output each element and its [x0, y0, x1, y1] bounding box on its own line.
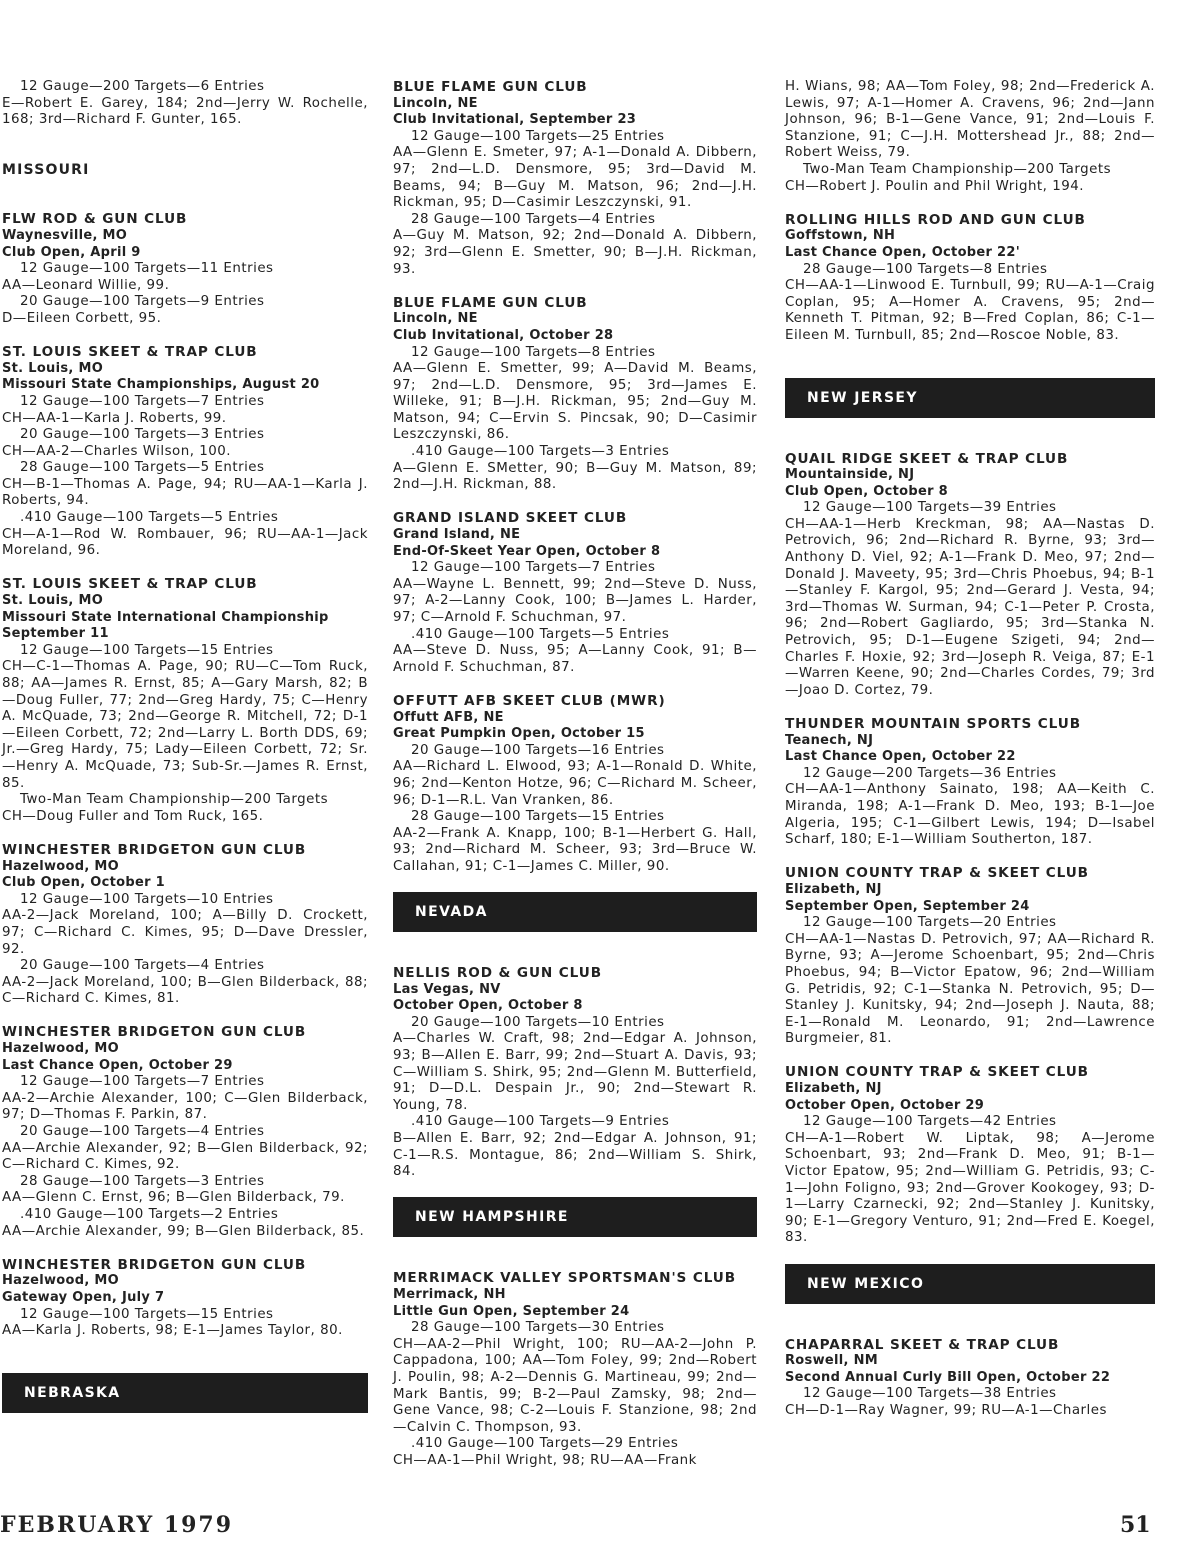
state-banner: NEVADA [393, 892, 757, 932]
spacer [393, 932, 757, 965]
event-line: 12 Gauge—100 Targets—39 Entries [803, 500, 1057, 516]
event-detail: Missouri State International Championship September 11 [2, 609, 329, 642]
spacer [393, 1237, 757, 1270]
club-name: BLUE FLAME GUN CLUB [393, 79, 588, 95]
results-text: AA-2—Archie Alexander, 100; C—Glen Bilderback, 97; D—Thomas F. Parkin, 87. [2, 1090, 368, 1123]
results-text: AA—Leonard Willie, 99. [2, 277, 170, 293]
spacer [785, 699, 1155, 716]
event-detail: Second Annual Curly Bill Open, October 22 [785, 1369, 1111, 1385]
event-line: 28 Gauge—100 Targets—30 Entries [411, 1320, 665, 1336]
results-text: CH—AA-2—Charles Wilson, 100. [2, 443, 232, 459]
spacer [785, 1048, 1155, 1065]
event-detail: Club Invitational, September 23 [393, 112, 637, 128]
state-banner: NEW MEXICO [785, 1264, 1155, 1304]
column-1 [2, 79, 368, 1413]
spacer [2, 560, 368, 577]
results-text: CH—Robert J. Poulin and Phil Wright, 194. [785, 178, 1085, 194]
event-detail: Las Vegas, NV [393, 981, 501, 997]
issue-date: FEBRUARY 1979 [0, 1512, 234, 1538]
column-3 [785, 79, 1155, 1420]
results-text: AA—Glenn C. Ernst, 96; B—Glen Bilderback, 79. [2, 1190, 345, 1206]
spacer [785, 195, 1155, 212]
event-detail: Club Open, October 1 [2, 875, 165, 891]
event-line: .410 Gauge—100 Targets—9 Entries [411, 1114, 670, 1130]
results-text: CH—AA-2—Phil Wright, 100; RU—AA-2—John P. Cappadona, 100; AA—Tom Foley, 99; 2nd—Robert J. Poulin, 98; A-2—Dennis G. Martineau, 99; 2nd—Mark Bantis, 99; B-2—Paul Zamsky, 98; 2nd—Gene Vance, 98; C-2—Louis F. Stanzione, 98; 2nd—Calvin C. Thompson, 93. [393, 1336, 757, 1435]
spacer [2, 328, 368, 345]
club-name: WINCHESTER BRIDGETON GUN CLUB [2, 841, 307, 858]
event-detail: October Open, October 8 [393, 998, 583, 1014]
column-2 [393, 79, 757, 1470]
event-line: .410 Gauge—100 Targets—3 Entries [411, 444, 670, 460]
event-line: .410 Gauge—100 Targets—5 Entries [411, 626, 670, 642]
event-line: 12 Gauge—100 Targets—7 Entries [20, 1074, 265, 1090]
club-name: QUAIL RIDGE SKEET & TRAP CLUB [785, 450, 1069, 467]
event-detail: Hazelwood, MO [2, 1041, 120, 1057]
event-line: 28 Gauge—100 Targets—15 Entries [411, 809, 665, 825]
event-detail: Waynesville, MO [2, 227, 128, 243]
club-name: MERRIMACK VALLEY SPORTSMAN'S CLUB [393, 1270, 736, 1287]
event-line: 20 Gauge—100 Targets—4 Entries [20, 1124, 265, 1140]
results-text: H. Wians, 98; AA—Tom Foley, 98; 2nd—Frederick A. Lewis, 97; A-1—Homer A. Cravens, 96; 2nd—Jann Johnson, 96; B-1—Gene Vance, 91; 2nd—Louis F. Stanzione, 91; C—J.H. Mottershead Jr., 88; 2nd—Robert Weiss, 79. [785, 79, 1155, 161]
results-text: CH—AA-1—Herb Kreckman, 98; AA—Nastas D. Petrovich, 96; 2nd—Richard R. Byrne, 93; 3rd—Anthony D. Viel, 92; A-1—Frank D. Meo, 97; 2nd—Donald J. Maveety, 95; 3rd—Chris Phoebus, 94; B-1—Stanley F. Kargol, 95; 2nd—Gerard J. Vesta, 94; 3rd—Thomas W. Surman, 94; C-1—Peter P. Crosta, 96; 2nd—Robert Gagliardo, 95; 3rd—Stanka N. Petrovich, 95; D-1—Eugene Szigeti, 94; 2nd—Charles F. Hoxie, 92; 3rd—Joseph R. Veiga, 87; E-1—Warren Keene, 90; 2nd—Charles Cordes, 79; 3rd—Joao D. Cortez, 79. [785, 516, 1155, 698]
event-detail: St. Louis, MO [2, 360, 104, 376]
event-line: 12 Gauge—100 Targets—20 Entries [803, 915, 1057, 931]
event-detail: Lincoln, NE [393, 311, 478, 327]
results-text: A—Guy M. Matson, 92; 2nd—Donald A. Dibbern, 92; 3rd—Glenn E. Smetter, 90; B—J.H. Rickman, 93. [393, 228, 757, 277]
event-line: 20 Gauge—100 Targets—10 Entries [411, 1014, 665, 1030]
results-text: CH—AA-1—Nastas D. Petrovich, 97; AA—Richard R. Byrne, 93; A—Jerome Schoenbart, 95; 2nd—Chris Phoebus, 94; B—Victor Epatow, 96; 2nd—William G. Petridis, 92; C-1—Stanka N. Petrovich, 95; D—Stanley J. Kunitsky, 94; 2nd—Joseph J. Nauta, 88; E-1—Ronald M. Leonardo, 91; 2nd—Lawrence Burgmeier, 81. [785, 931, 1155, 1047]
results-text: AA—Archie Alexander, 92; B—Glen Bilderback, 92; C—Richard C. Kimes, 92. [2, 1140, 368, 1173]
club-name: ST. LOUIS SKEET & TRAP CLUB [2, 576, 258, 593]
results-text: A—Glenn E. SMetter, 90; B—Guy M. Matson, 89; 2nd—J.H. Rickman, 88. [393, 460, 757, 493]
club-name: ST. LOUIS SKEET & TRAP CLUB [2, 344, 258, 361]
results-text: CH—AA-1—Phil Wright, 98; RU—AA—Frank [393, 1452, 697, 1468]
results-text: AA—Steve D. Nuss, 95; A—Lanny Cook, 91; B—Arnold F. Schuchman, 87. [393, 643, 757, 675]
club-name: NELLIS ROD & GUN CLUB [393, 965, 602, 982]
event-line: 12 Gauge—100 Targets—25 Entries [411, 128, 665, 144]
results-text: D—Eileen Corbett, 95. [2, 310, 162, 326]
results-text: AA—Richard L. Elwood, 93; A-1—Ronald D. White, 96; 2nd—Kenton Hotze, 96; C—Richard M. Scheer, 96; D-1—R.L. Van Vranken, 86. [393, 759, 757, 808]
results-text: CH—AA-1—Karla J. Roberts, 99. [2, 410, 227, 426]
event-detail: Elizabeth, NJ [785, 1081, 882, 1097]
results-text: A—Charles W. Craft, 98; 2nd—Edgar A. Johnson, 93; B—Allen E. Barr, 99; 2nd—Stuart A. Davis, 93; C—William S. Shirk, 95; 2nd—Glenn M. Butterfield, 91; D—D.L. Despain Jr., 90; 2nd—Stewart R. Young, 78. [393, 1031, 757, 1113]
event-line: 12 Gauge—100 Targets—15 Entries [20, 1306, 274, 1322]
event-line: 28 Gauge—100 Targets—5 Entries [20, 460, 265, 476]
spacer [393, 1181, 757, 1198]
results-text: CH—A-1—Rod W. Rombauer, 96; RU—AA-1—Jack Moreland, 96. [2, 526, 368, 559]
results-text: AA-2—Frank A. Knapp, 100; B-1—Herbert G. Hall, 93; 2nd—Richard M. Scheer, 93; 3rd—Bruce W. Callahan, 91; C-1—James C. Miller, 90. [393, 825, 757, 874]
event-line: .410 Gauge—100 Targets—29 Entries [411, 1436, 679, 1452]
event-detail: Missouri State Championships, August 20 [2, 377, 320, 393]
event-detail: Great Pumpkin Open, October 15 [393, 726, 645, 742]
event-line: 28 Gauge—100 Targets—4 Entries [411, 211, 656, 227]
event-detail: Hazelwood, MO [2, 1273, 120, 1289]
spacer [785, 1304, 1155, 1337]
event-line: 12 Gauge—100 Targets—10 Entries [20, 891, 274, 907]
spacer [393, 876, 757, 893]
spacer [2, 825, 368, 842]
event-line: Two-Man Team Championship—200 Targets [803, 161, 1112, 177]
spacer [2, 129, 368, 162]
results-text: AA-2—Jack Moreland, 100; B—Glen Bilderback, 88; C—Richard C. Kimes, 81. [2, 974, 368, 1007]
results-text: AA—Glenn E. Smetter, 99; A—David M. Beams, 97; 2nd—L.D. Densmore, 95; 3rd—James E. Willeke, 91; B—J.H. Rickman, 95; 2nd—Guy M. Matson, 94; C—Ervin S. Pincsak, 90; D—Casimir Leszczynski, 86. [393, 361, 757, 443]
event-line: 12 Gauge—100 Targets—38 Entries [803, 1386, 1057, 1402]
event-line: 12 Gauge—100 Targets—7 Entries [411, 560, 656, 576]
club-name: ROLLING HILLS ROD AND GUN CLUB [785, 211, 1086, 228]
results-text: CH—D-1—Ray Wagner, 99; RU—A-1—Charles [785, 1402, 1107, 1418]
club-name: UNION COUNTY TRAP & SKEET CLUB [785, 865, 1089, 882]
event-line: 20 Gauge—100 Targets—3 Entries [20, 427, 265, 443]
event-detail: End-Of-Skeet Year Open, October 8 [393, 543, 661, 559]
event-detail: Grand Island, NE [393, 527, 521, 543]
results-text: CH—AA-1—Linwood E. Turnbull, 99; RU—A-1—Craig Coplan, 95; A—Homer A. Cravens, 95; 2nd—Kenneth T. Pitman, 92; B—Fred Coplan, 86; C-1—Eileen M. Turnbull, 85; 2nd—Roscoe Noble, 83. [785, 278, 1155, 343]
event-detail: Club Invitational, October 28 [393, 327, 614, 343]
event-detail: Elizabeth, NJ [785, 881, 882, 897]
results-text: AA—Wayne L. Bennett, 99; 2nd—Steve D. Nuss, 97; A-2—Lanny Cook, 100; B—James L. Harder, 97; C—Arnold F. Schuchman, 97. [393, 576, 757, 625]
event-line: .410 Gauge—100 Targets—5 Entries [20, 510, 279, 526]
event-line: 20 Gauge—100 Targets—16 Entries [411, 742, 665, 758]
spacer [393, 278, 757, 295]
event-line: 20 Gauge—100 Targets—4 Entries [20, 958, 265, 974]
event-detail: Little Gun Open, September 24 [393, 1303, 630, 1319]
spacer [2, 1008, 368, 1025]
club-name: THUNDER MOUNTAIN SPORTS CLUB [785, 716, 1081, 732]
club-name: UNION COUNTY TRAP & SKEET CLUB [785, 1064, 1089, 1081]
event-detail: Last Chance Open, October 29 [2, 1057, 233, 1073]
club-name: BLUE FLAME GUN CLUB [393, 294, 588, 311]
event-line: 12 Gauge—100 Targets—7 Entries [20, 393, 265, 409]
event-line: 12 Gauge—100 Targets—11 Entries [20, 261, 274, 277]
club-name: WINCHESTER BRIDGETON GUN CLUB [2, 1024, 307, 1041]
event-detail: Club Open, October 8 [785, 483, 948, 499]
event-detail: October Open, October 29 [785, 1097, 985, 1113]
event-detail: St. Louis, MO [2, 593, 104, 609]
event-line: 28 Gauge—100 Targets—8 Entries [803, 261, 1048, 277]
spacer [393, 494, 757, 511]
results-text: CH—Doug Fuller and Tom Ruck, 165. [2, 808, 264, 824]
results-text: AA—Archie Alexander, 99; B—Glen Bilderback, 85. [2, 1223, 365, 1239]
spacer [2, 1240, 368, 1257]
event-detail: Lincoln, NE [393, 95, 478, 111]
results-text: AA-2—Jack Moreland, 100; A—Billy D. Crockett, 97; C—Richard C. Kimes, 95; D—Dave Dressler, 92. [2, 908, 368, 957]
club-name: OFFUTT AFB SKEET CLUB (MWR) [393, 692, 666, 709]
spacer [785, 849, 1155, 866]
club-name: CHAPARRAL SKEET & TRAP CLUB [785, 1336, 1060, 1353]
event-detail: Club Open, April 9 [2, 244, 141, 260]
page-number: 51 [1120, 1512, 1151, 1538]
results-text: B—Allen E. Barr, 92; 2nd—Edgar A. Johnson, 91; C-1—R.S. Montague, 86; 2nd—William S. Shirk, 84. [393, 1131, 757, 1180]
results-text: CH—C-1—Thomas A. Page, 90; RU—C—Tom Ruck, 88; AA—James R. Ernst, 85; A—Gary Marsh, 82; B—Doug Fuller, 77; 2nd—Greg Hardy, 75; C—Henry A. McQuade, 73; 2nd—George R. Mitchell, 72; D-1—Eileen Corbett, 72; 2nd—Larry L. Borth DDS, 69; Jr.—Greg Hardy, 75; Lady—Eileen Corbett, 72; Sr.—Henry A. McQuade, 73; Sub-Sr.—James R. Ernst, 85. [2, 659, 368, 791]
event-line: 12 Gauge—100 Targets—42 Entries [803, 1114, 1057, 1130]
event-detail: Last Chance Open, October 22 [785, 749, 1016, 765]
results-text: AA—Karla J. Roberts, 98; E-1—James Taylor, 80. [2, 1323, 343, 1339]
state-heading: MISSOURI [2, 161, 90, 178]
spacer [785, 345, 1155, 378]
event-detail: Hazelwood, MO [2, 858, 120, 874]
results-text: E—Robert E. Garey, 184; 2nd—Jerry W. Rochelle, 168; 3rd—Richard F. Gunter, 165. [2, 95, 368, 128]
event-detail: Merrimack, NH [393, 1287, 506, 1302]
event-detail: Gateway Open, July 7 [2, 1289, 165, 1305]
results-text: CH—A-1—Robert W. Liptak, 98; A—Jerome Schoenbart, 93; 2nd—Frank D. Meo, 91; B-1—Victor Epatow, 95; 2nd—William G. Petridis, 93; C-1—John Foligno, 93; 2nd—Grover Kookogey, 93; D-1—Larry Czarnecki, 92; 2nd—Stanley J. Kunitsky, 90; E-1—Gregory Venturo, 91; 2nd—Fred E. Koegel, 83. [785, 1130, 1155, 1246]
spacer [785, 418, 1155, 451]
results-text: AA—Glenn E. Smeter, 97; A-1—Donald A. Dibbern, 97; 2nd—L.D. Densmore, 95; 3rd—David M. Beams, 94; B—Guy M. Matson, 96; 2nd—J.H. Rickman, 95; D—Casimir Leszczynski, 91. [393, 145, 757, 211]
results-text: CH—AA-1—Anthony Sainato, 198; AA—Keith C. Miranda, 198; A-1—Frank D. Meo, 193; B-1—Joe Algeria, 195; C-1—Gilbert Lewis, 194; D—Isabel Scharf, 180; E-1—William Southerton, 187. [785, 782, 1155, 848]
club-name: WINCHESTER BRIDGETON GUN CLUB [2, 1256, 307, 1273]
event-detail: Mountainside, NJ [785, 467, 915, 483]
event-detail: Offutt AFB, NE [393, 709, 504, 725]
event-detail: Goffstown, NH [785, 228, 896, 244]
event-detail: September Open, September 24 [785, 898, 1030, 914]
club-name: GRAND ISLAND SKEET CLUB [393, 510, 628, 527]
results-text: CH—B-1—Thomas A. Page, 94; RU—AA-1—Karla J. Roberts, 94. [2, 476, 368, 509]
club-name: FLW ROD & GUN CLUB [2, 211, 188, 228]
event-line: 12 Gauge—200 Targets—6 Entries [20, 79, 265, 94]
spacer [2, 1340, 368, 1373]
event-line: 28 Gauge—100 Targets—3 Entries [20, 1173, 265, 1189]
event-line: .410 Gauge—100 Targets—2 Entries [20, 1207, 279, 1222]
event-detail: Roswell, NM [785, 1353, 878, 1369]
event-line: 12 Gauge—200 Targets—36 Entries [803, 765, 1057, 781]
state-banner: NEW JERSEY [785, 378, 1155, 418]
spacer [785, 1247, 1155, 1264]
event-line: 12 Gauge—100 Targets—8 Entries [411, 344, 656, 360]
spacer [2, 178, 368, 211]
state-banner: NEW HAMPSHIRE [393, 1197, 757, 1237]
event-line: 12 Gauge—100 Targets—15 Entries [20, 642, 274, 658]
event-line: Two-Man Team Championship—200 Targets [20, 792, 329, 808]
event-detail: Last Chance Open, October 22' [785, 244, 1021, 260]
event-detail: Teanech, NJ [785, 732, 874, 748]
event-line: 20 Gauge—100 Targets—9 Entries [20, 294, 265, 310]
state-banner: NEBRASKA [2, 1373, 368, 1413]
spacer [393, 676, 757, 693]
